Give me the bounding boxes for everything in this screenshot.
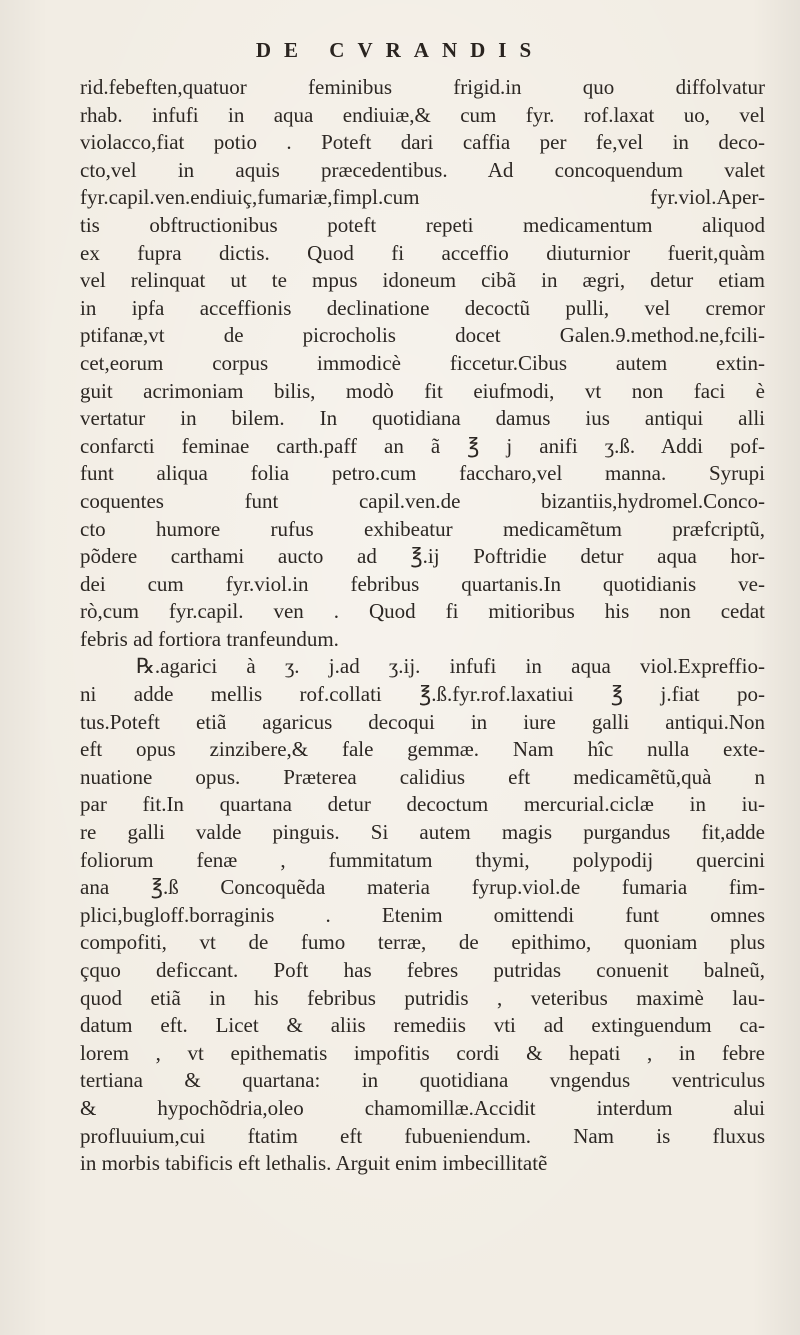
text-line: nuatione opus. Præterea calidius eft medicamẽtũ,quà n [80,764,765,789]
text-line: foliorum fenæ , fummitatum thymi, polypodij quercini [80,847,765,872]
text-line: fyr.capil.ven.endiuiç,fumariæ,fimpl.cum fyr.viol.Aper- [80,185,765,210]
running-head: DE CVRANDIS [255,38,545,62]
text-line: dei cum fyr.viol.in febribus quartanis.In quotidianis ve- [80,571,765,596]
text-line: vertatur in bilem. In quotidiana damus ius antiqui alli [80,406,765,431]
text-line: compofiti, vt de fumo terræ, de epithimo, quoniam plus [80,930,765,955]
text-line: rò,cum fyr.capil. ven . Quod fi mitioribus his non cedat [80,599,765,624]
text-line: in ipfa acceffionis declinatione decoctũ pulli, vel cremor [80,295,765,320]
text-line: vel relinquat ut te mpus idoneum cibã in ægri, detur etiam [80,268,765,293]
text-line: ℞.agarici à ʒ. j.ad ʒ.ij. infufi in aqua viol.Expreffio- [136,654,765,679]
text-line: & hypochõdria,oleo chamomillæ.Accidit interdum alui [80,1095,765,1120]
text-line: eft opus zinzibere,& fale gemmæ. Nam hîc nulla exte- [80,737,765,762]
text-line: quod etiã in his febribus putridis , veteribus maximè lau- [80,985,765,1010]
text-line: ana ℥.ß Concoquẽda materia fyrup.viol.de fumaria fim- [80,875,765,900]
text-line: rid.febeften,quatuor feminibus frigid.in quo diffolvatur [80,75,765,99]
text-line: febris ad fortiora tranfeundum. [80,626,339,651]
text-line: rhab. infufi in aqua endiuiæ,& cum fyr. rof.laxat uo, vel [80,102,765,127]
text-line: tertiana & quartana: in quotidiana vngendus ventriculus [80,1068,765,1093]
text-line: cto,vel in aquis præcedentibus. Ad concoquendum valet [80,157,765,182]
text-line: re galli valde pinguis. Si autem magis purgandus fit,adde [80,820,765,845]
text-line: lorem , vt epithematis impofitis cordi & hepati , in febre [80,1040,765,1065]
text-line: profluuium,cui ftatim eft fubueniendum. Nam is fluxus [80,1123,765,1148]
text-line: violacco,fiat potio . Poteft dari caffia per fe,vel in deco- [80,130,765,155]
text-line: coquentes funt capil.ven.de bizantiis,hydromel.Conco- [80,488,765,513]
text-line: çquo deficcant. Poft has febres putridas conuenit balneũ, [80,958,765,982]
text-line: cto humore rufus exhibeatur medicamẽtum præfcriptũ, [80,516,765,541]
text-line: guit acrimoniam bilis, modò fit eiufmodi, vt non faci è [80,378,765,403]
text-line: confarcti feminae carth.paff an ã ℥ j anifi ʒ.ß. Addi pof- [80,433,765,458]
text-line: par fit.In quartana detur decoctum mercurial.ciclæ in iu- [80,792,765,817]
text-line: ex fupra dictis. Quod fi acceffio diuturnior fuerit,quàm [80,240,765,265]
text-line: funt aliqua folia petro.cum faccharo,vel manna. Syrupi [80,461,765,486]
text-line: cet,eorum corpus immodicè ficcetur.Cibus autem extin- [80,350,765,375]
text-line: datum eft. Licet & aliis remediis vti ad extinguendum ca- [80,1013,765,1038]
text-line: in morbis tabificis eft lethalis. Arguit enim imbecillitatẽ [80,1151,548,1176]
text-line: põdere carthami aucto ad ℥.ij Poftridie detur aqua hor- [80,544,765,569]
text-line: plici,bugloff.borraginis . Etenim omittendi funt omnes [80,902,765,927]
text-line: ni adde mellis rof.collati ℥.ß.fyr.rof.laxatiui ℥ j.fiat po- [80,682,765,707]
text-line: tis obftructionibus poteft repeti medicamentum aliquod [80,212,765,237]
text-line: ptifanæ,vt de picrocholis docet Galen.9.method.ne,fcili- [80,323,765,348]
body-text [80,74,765,1178]
text-line: tus.Poteft etiã agaricus decoqui in iure galli antiqui.Non [80,709,765,734]
